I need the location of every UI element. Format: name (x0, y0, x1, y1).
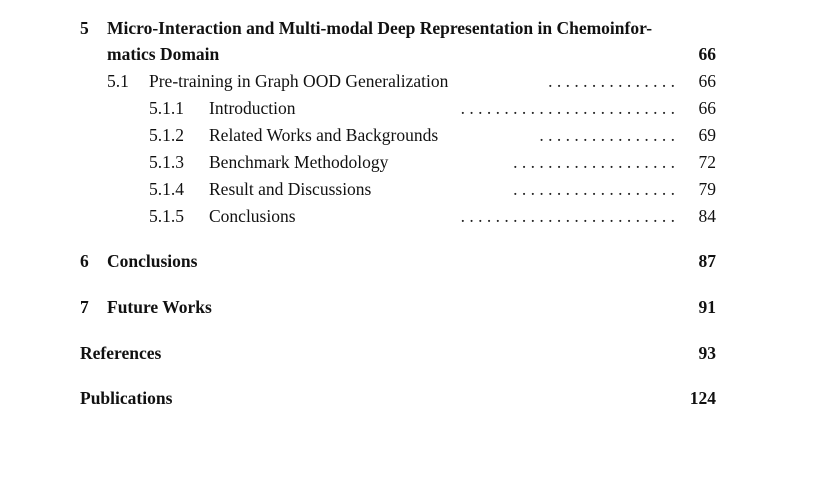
toc-subsection-5-1-2[interactable] (0, 123, 813, 147)
chapter-title-continued: matics Domain (107, 44, 220, 64)
toc-publications[interactable] (0, 386, 813, 410)
dot-leader: . . . . . . . . . . . . . . . . . . . . . . . . . (460, 98, 675, 118)
subsection-number: 5.1.4 (149, 179, 184, 199)
toc-section-5-1[interactable] (0, 69, 813, 93)
page-number: 66 (698, 44, 716, 64)
subsection-title: Related Works and Backgrounds (209, 125, 439, 145)
subsection-title: Benchmark Methodology (209, 152, 389, 172)
dot-leader: . . . . . . . . . . . . . . . . (539, 125, 675, 145)
chapter-title: Future Works (107, 297, 212, 317)
page-number: 93 (698, 343, 716, 363)
subsection-number: 5.1.3 (149, 152, 184, 172)
page-number: 87 (698, 251, 716, 271)
dot-leader: . . . . . . . . . . . . . . . . . . . (513, 179, 675, 199)
toc-subsection-5-1-3[interactable] (0, 150, 813, 174)
subsection-number: 5.1.5 (149, 206, 184, 226)
chapter-title: Conclusions (107, 251, 198, 271)
page-number: 69 (698, 125, 716, 145)
chapter-number: 7 (80, 297, 89, 317)
page-number: 66 (698, 71, 716, 91)
page-number: 66 (698, 98, 716, 118)
toc-subsection-5-1-4[interactable] (0, 177, 813, 201)
dot-leader: . . . . . . . . . . . . . . . (548, 71, 675, 91)
subsection-title: Introduction (209, 98, 296, 118)
toc-chapter-7[interactable] (0, 295, 813, 319)
page-number: 79 (698, 179, 716, 199)
section-title: Pre-training in Graph OOD Generalization (149, 69, 452, 93)
references-title: References (80, 343, 162, 363)
toc-chapter-5-continued[interactable] (0, 42, 813, 66)
section-number: 5.1 (107, 71, 129, 91)
subsection-number: 5.1.2 (149, 125, 184, 145)
toc-chapter-5[interactable] (0, 16, 813, 40)
toc-references[interactable] (0, 341, 813, 365)
chapter-title: Micro-Interaction and Multi-modal Deep Representation in Chemoinfor- (107, 18, 653, 38)
dot-leader: . . . . . . . . . . . . . . . . . . . . . . . . . (460, 206, 675, 226)
subsection-title: Conclusions (209, 206, 296, 226)
chapter-number: 5 (80, 18, 89, 38)
page-number: 72 (698, 152, 716, 172)
publications-title: Publications (80, 388, 173, 408)
page-number: 91 (698, 297, 716, 317)
chapter-number: 6 (80, 251, 89, 271)
toc-subsection-5-1-1[interactable] (0, 96, 813, 120)
page-number: 84 (698, 206, 716, 226)
toc-subsection-5-1-5[interactable] (0, 204, 813, 228)
dot-leader: . . . . . . . . . . . . . . . . . . . (513, 152, 675, 172)
subsection-title: Result and Discussions (209, 179, 372, 199)
toc-chapter-6[interactable] (0, 249, 813, 273)
subsection-number: 5.1.1 (149, 98, 184, 118)
page-number: 124 (689, 388, 716, 408)
